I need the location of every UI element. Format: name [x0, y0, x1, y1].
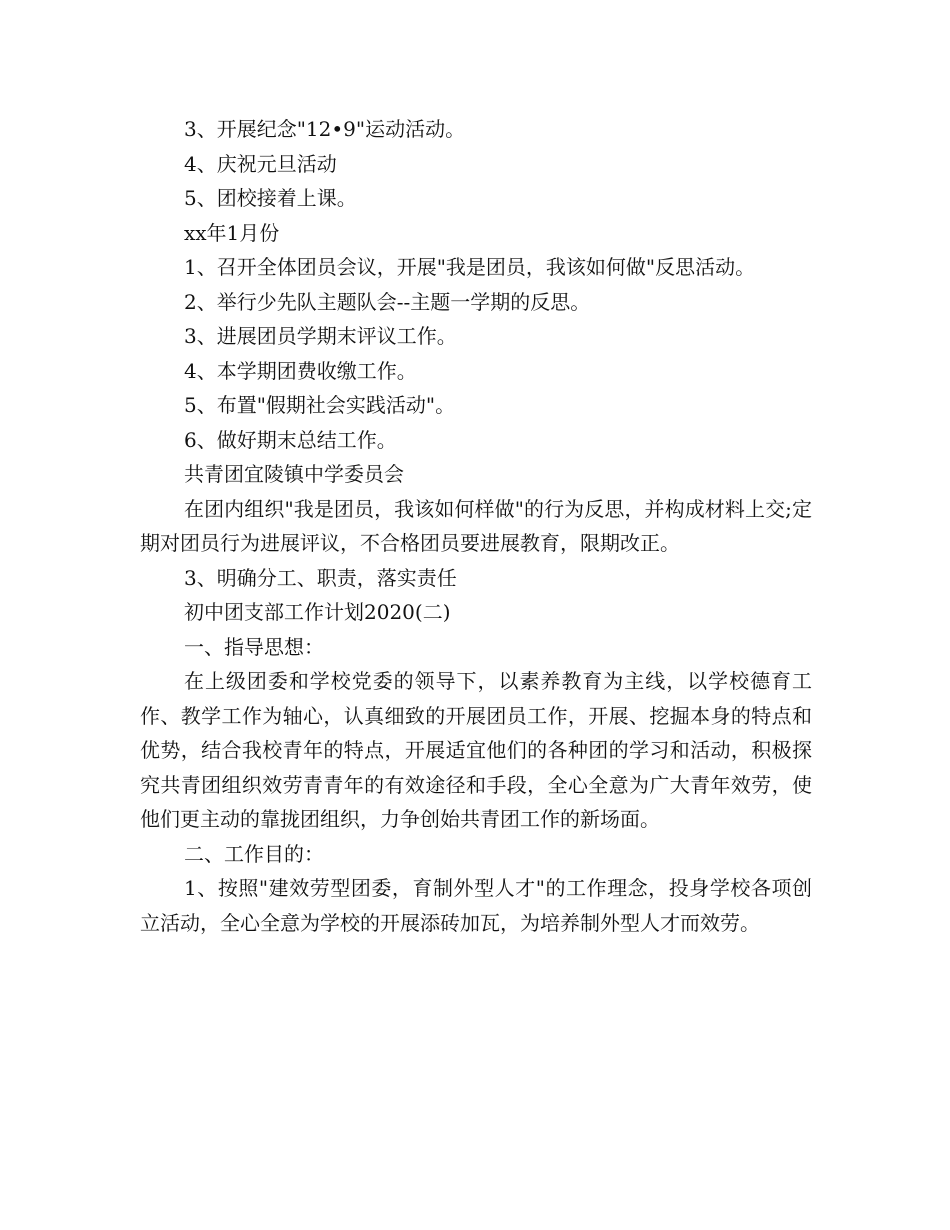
document-body	[140, 112, 812, 940]
paragraph: 6、做好期末总结工作。	[184, 427, 397, 452]
paragraph: 初中团支部工作计划2020(二)	[184, 600, 451, 624]
paragraph: 在上级团委和学校党委的领导下，以素养教育为主线，以学校德育工作、教学工作为轴心，认真细致的开展团员工作，开展、挖掘本身的特点和优势，结合我校青年的特点，开展适宜他们的各种团的学习和活动，积极探究共青团组织效劳青青年的有效途径和手段，全心全意为广大青年效劳，使他们更主动的靠拢团组织，力争创始共青团工作的新场面。	[140, 669, 812, 831]
paragraph: 2、举行少先队主题队会--主题一学期的反思。	[184, 289, 591, 314]
paragraph: 4、庆祝元旦活动	[184, 151, 337, 176]
paragraph: 共青团宜陵镇中学委员会	[184, 462, 404, 486]
paragraph: 5、团校接着上课。	[184, 186, 357, 210]
paragraph: 在团内组织"我是团员，我该如何样做"的行为反思，并构成材料上交;定期对团员行为进展评议，不合格团员要进展教育，限期改正。	[140, 496, 812, 555]
paragraph: 3、进展团员学期末评议工作。	[184, 324, 457, 348]
paragraph: 5、布置"假期社会实践活动"。	[184, 393, 456, 417]
paragraph: 一、指导思想：	[184, 634, 324, 659]
paragraph: 3、明确分工、职责，落实责任	[184, 565, 457, 590]
paragraph: 1、按照"建效劳型团委，育制外型人才"的工作理念，投身学校各项创立活动，全心全意为学校的开展添砖加瓦，为培养制外型人才而效劳。	[140, 876, 812, 935]
paragraph: 二、工作目的：	[184, 841, 324, 866]
paragraph: 3、开展纪念"12•9"运动活动。	[184, 117, 466, 141]
paragraph: 1、召开全体团员会议，开展"我是团员，我该如何做"反思活动。	[184, 255, 756, 279]
paragraph: 4、本学期团费收缴工作。	[184, 358, 417, 383]
paragraph: xx年1月份	[184, 220, 280, 245]
